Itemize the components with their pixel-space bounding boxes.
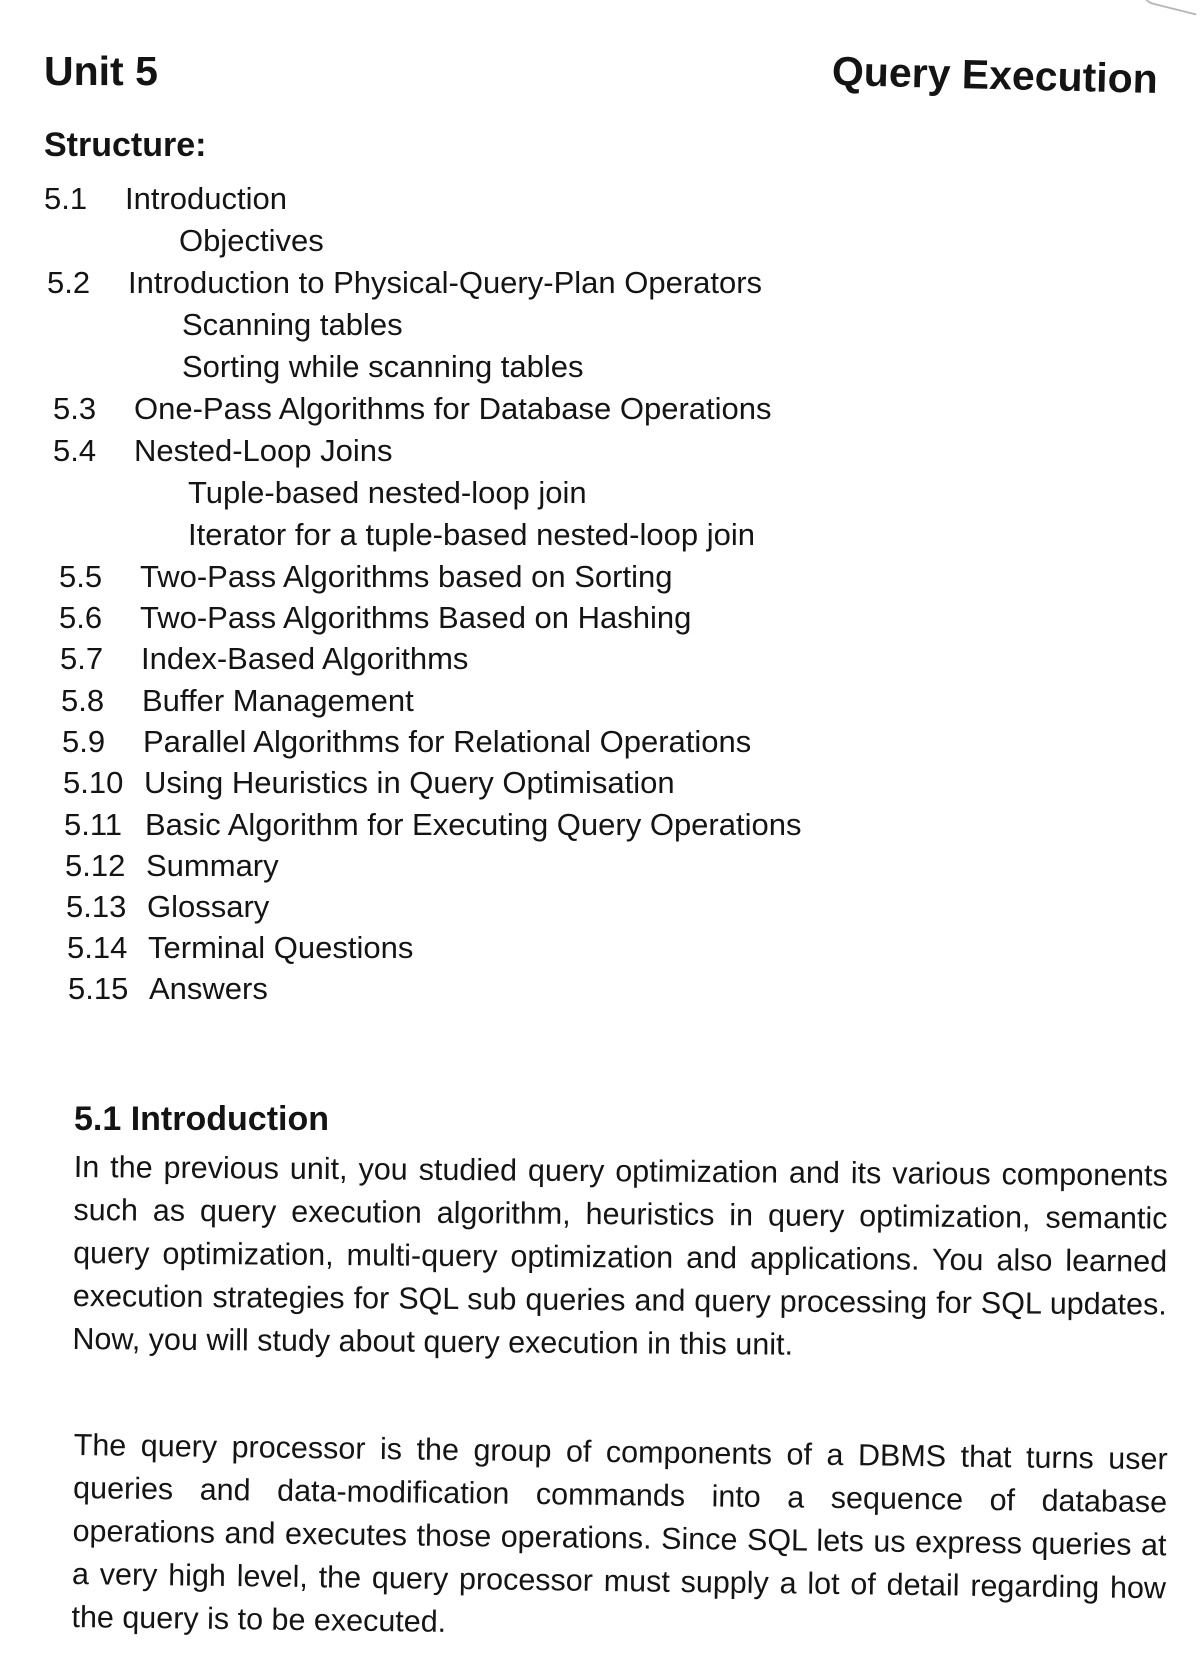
intro-paragraph-2: The query processor is the group of components of a DBMS that turns user queries and data-modification commands into a sequence of database operations and executes those operations. Since SQL lets us express queries at a very high level, the query processor must supply a lot of detail regarding how the query is to be executed. [71, 1427, 1168, 1639]
structure-item-number: 5.4 [53, 433, 97, 468]
structure-item-title: Sorting while scanning tables [182, 349, 584, 384]
structure-item-title: Buffer Management [142, 683, 414, 718]
structure-item-number: 5.10 [63, 765, 124, 800]
structure-item-number: 5.13 [66, 889, 127, 924]
structure-item-number: 5.11 [64, 807, 123, 842]
section-heading: 5.1 Introduction [74, 1100, 329, 1138]
structure-item-title: Parallel Algorithms for Relational Operations [143, 724, 752, 759]
unit-title: Query Execution [831, 48, 1159, 102]
structure-item-number: 5.15 [68, 971, 129, 1006]
structure-item-title: Two-Pass Algorithms based on Sorting [140, 559, 673, 594]
structure-item-title: Summary [146, 848, 279, 883]
unit-label: Unit 5 [44, 48, 158, 94]
structure-item-title: Basic Algorithm for Executing Query Operations [145, 807, 802, 842]
structure-item-number: 5.3 [53, 391, 97, 426]
structure-item-title: Objectives [179, 223, 324, 258]
structure-item-title: Nested-Loop Joins [134, 433, 393, 468]
structure-item-number: 5.5 [59, 559, 103, 594]
structure-item-number: 5.7 [60, 641, 104, 676]
structure-item-title: Using Heuristics in Query Optimisation [144, 765, 675, 800]
structure-item-title: Terminal Questions [148, 930, 414, 965]
structure-item-number: 5.8 [61, 683, 105, 718]
structure-item-number: 5.14 [67, 930, 128, 965]
structure-item-number: 5.2 [47, 265, 91, 300]
structure-item-title: Answers [149, 971, 268, 1006]
structure-item-number: 5.9 [62, 724, 106, 759]
structure-item-title: Two-Pass Algorithms Based on Hashing [140, 600, 692, 635]
structure-item-number: 5.12 [65, 848, 126, 883]
structure-item-title: Glossary [147, 889, 270, 924]
structure-item-title: Index-Based Algorithms [141, 641, 469, 676]
structure-item-title: One-Pass Algorithms for Database Operations [134, 391, 772, 426]
structure-item-number: 5.6 [59, 600, 103, 635]
intro-paragraph-1: In the previous unit, you studied query optimization and its various components such as query execution algorithm, heuristics in query optimization, semantic query optimization, multi-query optimization and applications. You also learned execution strategies for SQL sub queries and query processing for SQL updates. Now, you will study about query execution in this unit. [72, 1149, 1168, 1362]
structure-item-title: Introduction [125, 181, 287, 216]
structure-item-title: Tuple-based nested-loop join [188, 475, 587, 510]
structure-item-title: Introduction to Physical-Query-Plan Operators [128, 265, 763, 300]
structure-item-title: Iterator for a tuple-based nested-loop join [188, 517, 755, 552]
structure-item-title: Scanning tables [182, 307, 403, 342]
structure-item-number: 5.1 [44, 181, 88, 216]
structure-heading: Structure: [44, 126, 207, 164]
